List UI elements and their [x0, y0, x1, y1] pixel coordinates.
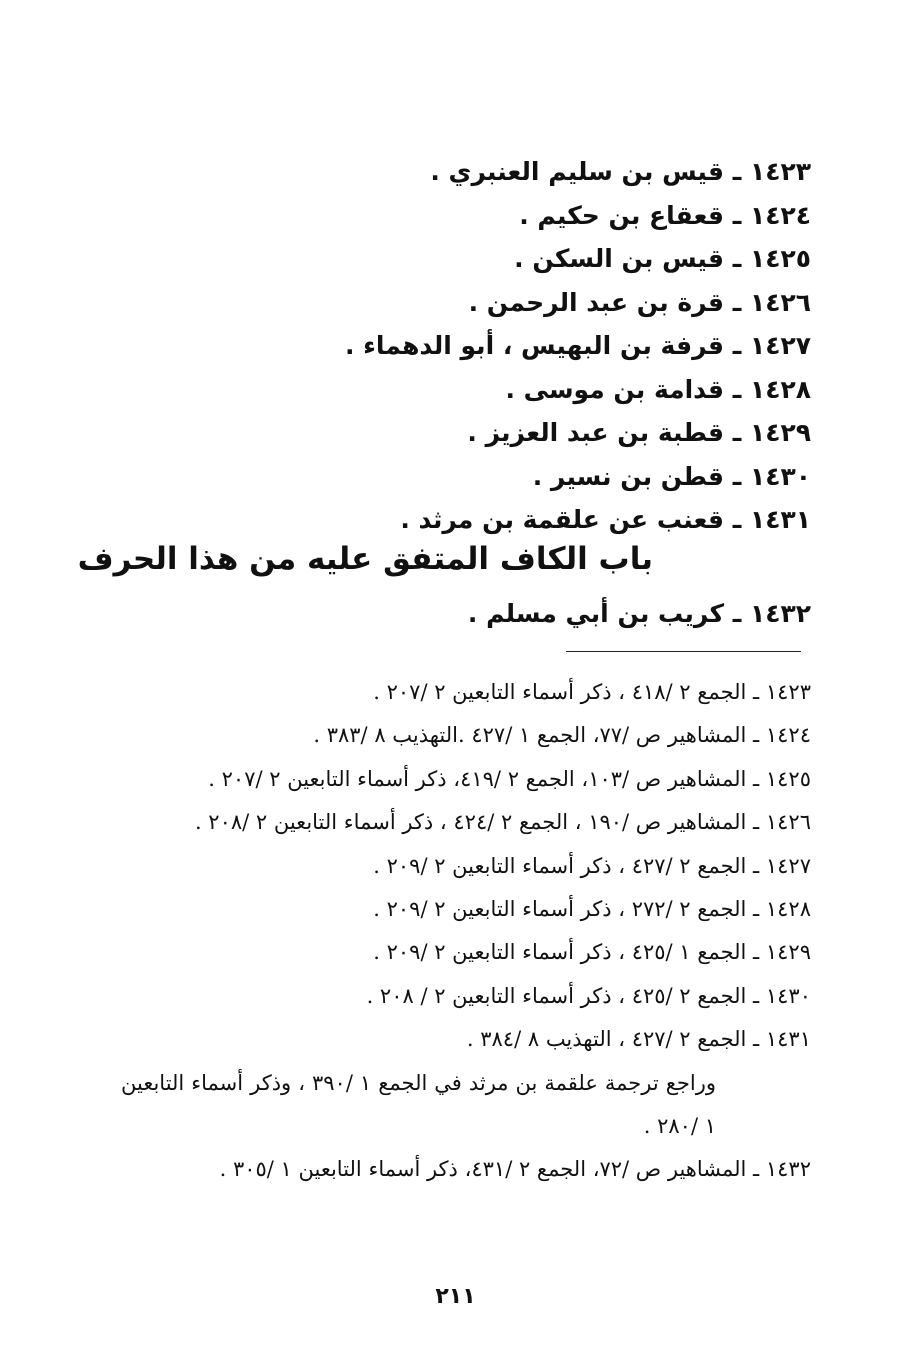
section-heading: باب الكاف المتفق عليه من هذا الحرف [77, 541, 653, 577]
footnote-divider [566, 651, 801, 652]
footnote-1431: ١٤٣١ ـ الجمع ٢ /٤٢٧ ، التهذيب ٨ /٣٨٤ . [466, 1027, 811, 1052]
entry-1426: ١٤٢٦ ـ قرة بن عبد الرحمن . [468, 287, 811, 317]
footnote-1423: ١٤٢٣ ـ الجمع ٢ /٤١٨ ، ذكر أسماء التابعين ٢ /٢٠٧ . [373, 680, 811, 704]
footnote-1424: ١٤٢٤ ـ المشاهير ص /٧٧، الجمع ١ /٤٢٧ .التهذيب ٨ /٣٨٣ . [313, 723, 811, 748]
footnote-1428: ١٤٢٨ ـ الجمع ٢ /٢٧٢ ، ذكر أسماء التابعين ٢ /٢٠٩ . [373, 897, 811, 922]
entry-1431: ١٤٣١ ـ قعنب عن علقمة بن مرثد . [400, 505, 811, 534]
footnote-1431-note: وراجع ترجمة علقمة بن مرثد في الجمع ١ /٣٩٠ ، وذكر أسماء التابعين ١ /٢٨٠ . [121, 1070, 716, 1139]
footnote-1429: ١٤٢٩ ـ الجمع ١ /٤٢٥ ، ذكر أسماء التابعين ٢ /٢٠٩ . [373, 940, 811, 965]
entry-1430: ١٤٣٠ ـ قطن بن نسير . [532, 461, 811, 491]
footnote-1425: ١٤٢٥ ـ المشاهير ص /١٠٣، الجمع ٢ /٤١٩، ذكر أسماء التابعين ٢ /٢٠٧ . [208, 766, 811, 791]
entry-list [291, 150, 811, 542]
page-number: ٢١١ [435, 1284, 476, 1309]
entry-1428: ١٤٢٨ ـ قدامة بن موسى . [505, 374, 811, 404]
footnote-1426: ١٤٢٦ ـ المشاهير ص /١٩٠ ، الجمع ٢ /٤٢٤ ، ذكر أسماء التابعين ٢ /٢٠٨ . [194, 810, 811, 835]
footnote-1427: ١٤٢٧ ـ الجمع ٢ /٤٢٧ ، ذكر أسماء التابعين ٢ /٢٠٩ . [373, 853, 811, 878]
entry-1432: ١٤٣٢ ـ كريب بن أبي مسلم . [467, 599, 811, 628]
footnote-1432: ١٤٣٢ ـ المشاهير ص /٧٢، الجمع ٢ /٤٣١، ذكر أسماء التابعين ١ /٣٠٥ . [219, 1157, 811, 1182]
entry-1424: ١٤٢٤ ـ قعقاع بن حكيم . [519, 200, 811, 230]
entry-1427: ١٤٢٧ ـ قرفة بن البهيس ، أبو الدهماء . [344, 331, 811, 360]
footnotes [121, 671, 811, 1192]
footnote-1430: ١٤٣٠ ـ الجمع ٢ /٤٢٥ ، ذكر أسماء التابعين ٢ / ٢٠٨ . [366, 983, 811, 1008]
entry-1429: ١٤٢٩ ـ قطبة بن عبد العزيز . [467, 418, 811, 447]
entry-1423: ١٤٢٣ ـ قيس بن سليم العنبري . [430, 157, 811, 186]
entry-1425: ١٤٢٥ ـ قيس بن السكن . [514, 244, 811, 273]
